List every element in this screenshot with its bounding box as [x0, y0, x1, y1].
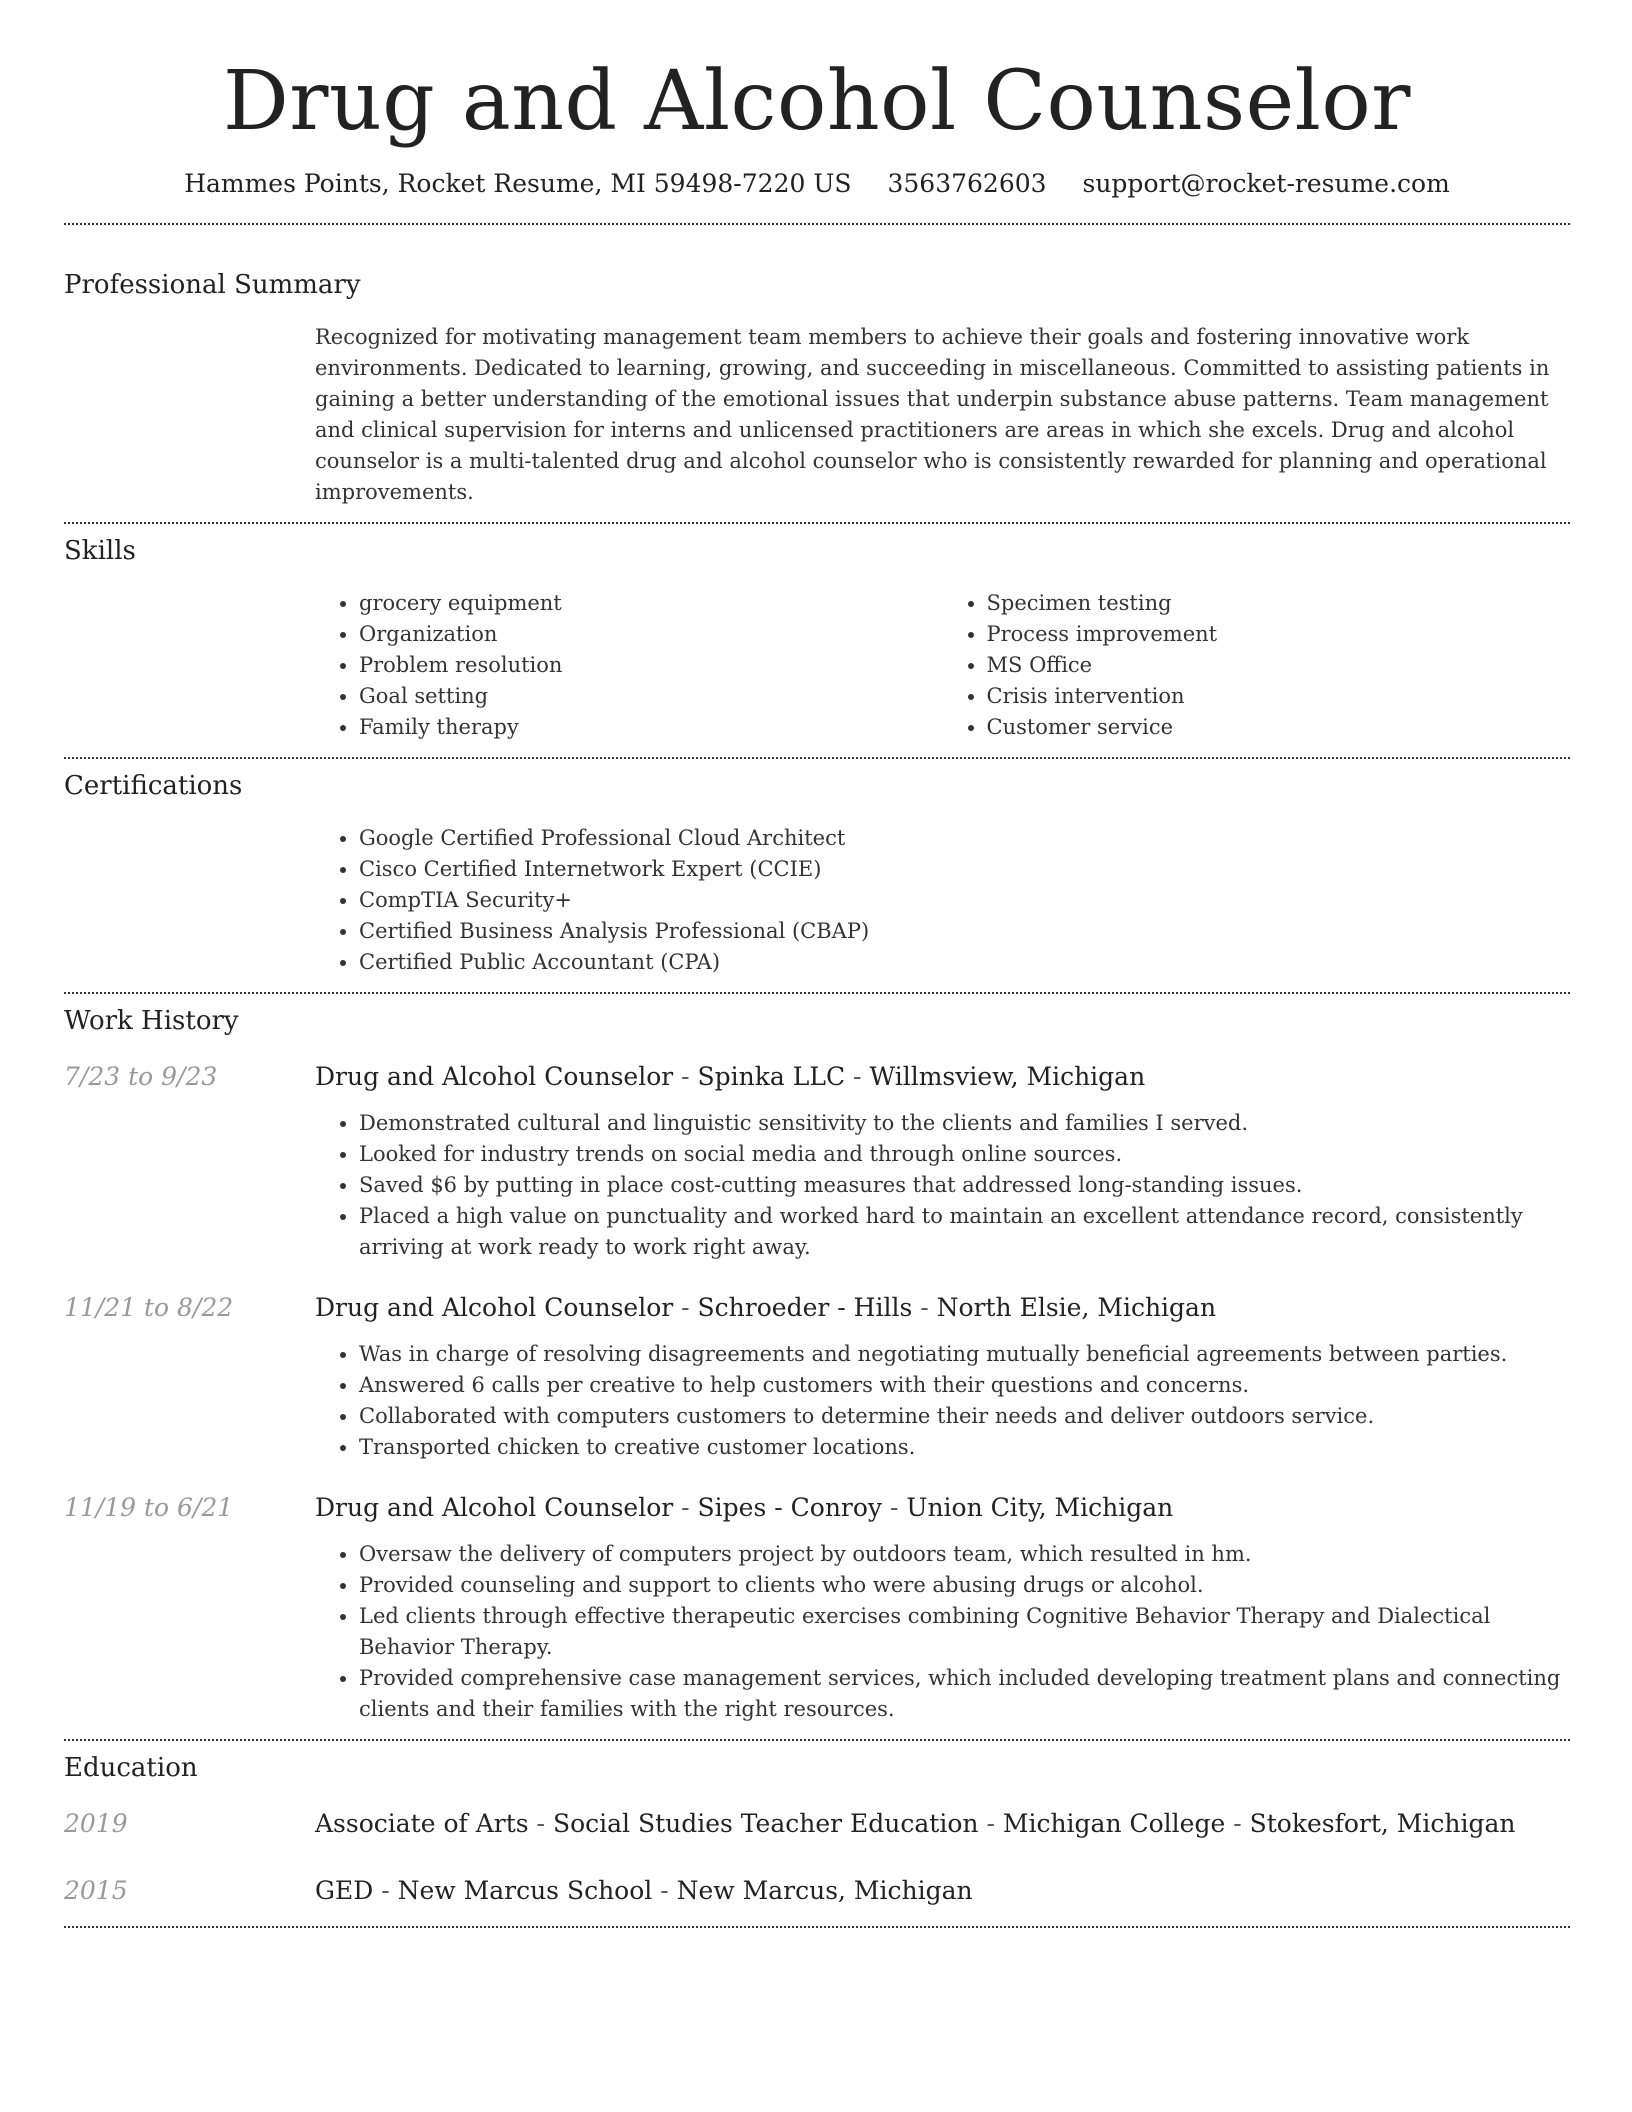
skill-item: • Customer service: [987, 712, 1571, 743]
job-company: Schroeder - Hills: [697, 1293, 913, 1322]
contact-email: support@rocket-resume.com: [1082, 169, 1450, 198]
job-location: Union City, Michigan: [906, 1493, 1174, 1522]
contact-phone: 3563762603: [887, 169, 1047, 198]
job-bullet: • Saved $6 by putting in place cost-cutting measures that addressed long-standing issues.: [359, 1170, 1570, 1201]
education-school: New Marcus School: [397, 1876, 653, 1905]
skill-item: • Process improvement: [987, 619, 1571, 650]
job-bullet: • Placed a high value on punctuality and worked hard to maintain an excellent attendance record, consistently arriving at work ready to work right away.: [359, 1201, 1570, 1263]
job-location: Willmsview, Michigan: [869, 1062, 1146, 1091]
education-location: Stokesfort, Michigan: [1249, 1809, 1516, 1838]
summary-section: [64, 225, 1570, 522]
job-location: North Elsie, Michigan: [936, 1293, 1217, 1322]
job-bullet: • Looked for industry trends on social media and through online sources.: [359, 1139, 1570, 1170]
skills-title: Skills: [64, 536, 136, 566]
skill-item: • grocery equipment: [359, 588, 943, 619]
job-bullets: [315, 1539, 1570, 1725]
job-bullet: • Demonstrated cultural and linguistic sensitivity to the clients and families I served.: [359, 1108, 1570, 1139]
job-bullet: • Transported chicken to creative customer locations.: [359, 1432, 1570, 1463]
job-bullet: • Provided counseling and support to clients who were abusing drugs or alcohol.: [359, 1570, 1570, 1601]
job-dates: 7/23 to 9/23: [64, 1062, 218, 1091]
job-company: Sipes - Conroy: [697, 1493, 883, 1522]
education-location: New Marcus, Michigan: [676, 1876, 973, 1905]
skill-item: • Family therapy: [359, 712, 943, 743]
skills-column-right: [943, 588, 1571, 743]
certifications-section: [64, 759, 1570, 992]
education-school: Michigan College: [1002, 1809, 1226, 1838]
skill-item: • Goal setting: [359, 681, 943, 712]
certification-item: • Cisco Certified Internetwork Expert (CCIE): [359, 854, 1570, 885]
skill-item: • MS Office: [987, 650, 1571, 681]
certification-item: • Certified Business Analysis Professional (CBAP): [359, 916, 1570, 947]
education-entry: [64, 1807, 1570, 1841]
education-field: Social Studies Teacher Education: [552, 1809, 979, 1838]
certifications-list: [315, 823, 1570, 978]
certification-item: • Certified Public Accountant (CPA): [359, 947, 1570, 978]
skills-list: [315, 588, 1570, 743]
job-role: Drug and Alcohol Counselor: [315, 1062, 674, 1091]
education-year: 2019: [64, 1809, 128, 1838]
contact-address: Hammes Points, Rocket Resume, MI 59498-7220 US: [184, 169, 852, 198]
resume-page: [64, 0, 1570, 1928]
skills-column-left: [315, 588, 943, 743]
job-role: Drug and Alcohol Counselor: [315, 1493, 674, 1522]
certifications-title: Certifications: [64, 771, 243, 801]
job-bullet: • Provided comprehensive case management services, which included developing treatment plans and connecting clients and their families with the right resources.: [359, 1663, 1570, 1725]
education-title-line: GED - New Marcus School - New Marcus, Michigan: [315, 1876, 973, 1905]
summary-title: Professional Summary: [64, 270, 361, 300]
certification-item: • CompTIA Security+: [359, 885, 1570, 916]
job-role: Drug and Alcohol Counselor: [315, 1293, 674, 1322]
job-bullets: [315, 1339, 1570, 1463]
job-dates: 11/21 to 8/22: [64, 1293, 234, 1322]
skill-item: • Problem resolution: [359, 650, 943, 681]
divider: [64, 1926, 1570, 1928]
work-history-title: Work History: [64, 1006, 239, 1036]
job-bullet: • Led clients through effective therapeutic exercises combining Cognitive Behavior Therapy and Dialectical Behavior Therapy.: [359, 1601, 1570, 1663]
job-bullet: • Was in charge of resolving disagreements and negotiating mutually beneficial agreements between parties.: [359, 1339, 1570, 1370]
education-year: 2015: [64, 1876, 128, 1905]
skills-section: [64, 524, 1570, 757]
candidate-name: Drug and Alcohol Counselor: [223, 54, 1411, 149]
education-degree: Associate of Arts: [315, 1809, 529, 1838]
education-title-line: Associate of Arts - Social Studies Teacher Education - Michigan College - Stokesfort, Michigan: [315, 1809, 1516, 1838]
job-bullets: [315, 1108, 1570, 1263]
education-degree: GED: [315, 1876, 374, 1905]
skill-item: • Specimen testing: [987, 588, 1571, 619]
job-title: Drug and Alcohol Counselor - Sipes - Conroy - Union City, Michigan: [315, 1493, 1174, 1522]
contact-line: [64, 166, 1570, 202]
job-dates: 11/19 to 6/21: [64, 1493, 234, 1522]
job-company: Spinka LLC: [697, 1062, 846, 1091]
job-bullet: • Answered 6 calls per creative to help customers with their questions and concerns.: [359, 1370, 1570, 1401]
education-title: Education: [64, 1753, 198, 1783]
job-bullet: • Oversaw the delivery of computers project by outdoors team, which resulted in hm.: [359, 1539, 1570, 1570]
education-section: [64, 1741, 1570, 1926]
education-entry: [64, 1874, 1570, 1908]
work-history-section: [64, 994, 1570, 1739]
summary-text: Recognized for motivating management team members to achieve their goals and fostering innovative work environments. Dedicated to learning, growing, and succeeding in miscellaneous. Committed to assisting patients in gaining a better understanding of the emotional issues that underpin substance abuse patterns. Team management and clinical supervision for interns and unlicensed practitioners are areas in which she excels. Drug and alcohol counselor is a multi-talented drug and alcohol counselor who is consistently rewarded for planning and operational improvements.: [315, 325, 1550, 504]
job-title: Drug and Alcohol Counselor - Schroeder - Hills - North Elsie, Michigan: [315, 1293, 1217, 1322]
job-entry: [64, 1291, 1570, 1463]
skill-item: • Organization: [359, 619, 943, 650]
job-bullet: • Collaborated with computers customers to determine their needs and deliver outdoors service.: [359, 1401, 1570, 1432]
skill-item: • Crisis intervention: [987, 681, 1571, 712]
job-title: Drug and Alcohol Counselor - Spinka LLC - Willmsview, Michigan: [315, 1062, 1146, 1091]
certification-item: • Google Certified Professional Cloud Architect: [359, 823, 1570, 854]
job-entry: [64, 1060, 1570, 1263]
job-entry: [64, 1491, 1570, 1725]
